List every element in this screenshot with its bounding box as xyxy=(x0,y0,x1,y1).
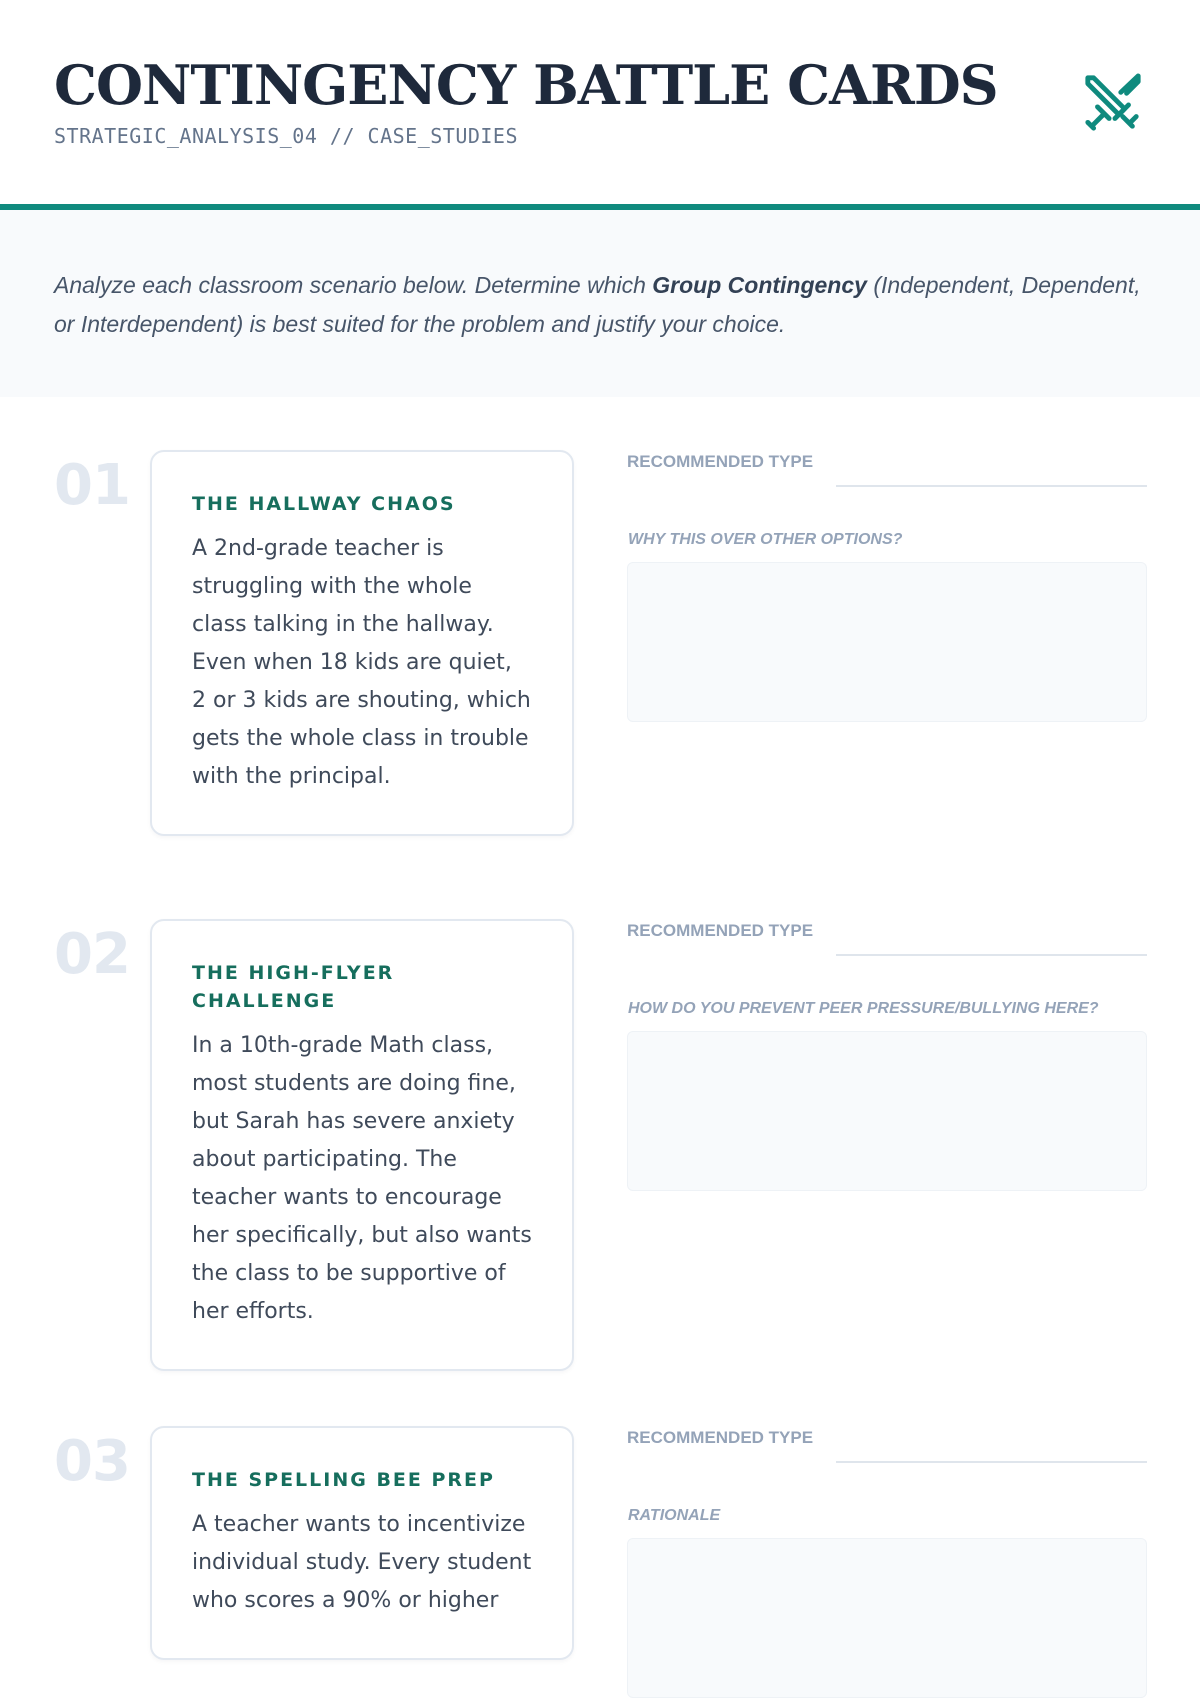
recommended-type-label: RECOMMENDED TYPE xyxy=(627,452,814,471)
scenario-text: A teacher wants to incentivize individual study. Every student who scores a 90% or higher xyxy=(192,1512,532,1613)
page-header xyxy=(0,0,1200,210)
peer-pressure-prompt: HOW DO YOU PREVENT PEER PRESSURE/BULLYING HERE? xyxy=(628,1000,1099,1017)
instructions-text xyxy=(54,266,1154,344)
instructions-panel xyxy=(0,210,1200,397)
page-subtitle: STRATEGIC_ANALYSIS_04 // CASE_STUDIES xyxy=(54,124,519,148)
scenario-title: THE SPELLING BEE PREP xyxy=(192,1469,495,1491)
recommended-type-label: RECOMMENDED TYPE xyxy=(627,921,814,940)
scenario-text: A 2nd-grade teacher is struggling with the whole class talking in the hallway. Even when 18 kids are quiet, 2 or 3 kids are shouting, which gets the whole class in trouble with the principal. xyxy=(192,536,531,789)
case-number: 01 xyxy=(54,453,130,518)
case-number: 02 xyxy=(54,922,130,987)
recommended-type-input[interactable] xyxy=(836,1461,1147,1463)
case-number: 03 xyxy=(54,1429,130,1494)
justification-prompt: WHY THIS OVER OTHER OPTIONS? xyxy=(628,531,903,548)
justification-answer-box[interactable] xyxy=(627,562,1147,722)
rationale-answer-box[interactable] xyxy=(627,1538,1147,1698)
instructions-text-start: Analyze each classroom scenario below. Determine which xyxy=(54,272,653,298)
recommended-type-label: RECOMMENDED TYPE xyxy=(627,1428,814,1447)
scenario-card xyxy=(150,1426,574,1660)
recommended-type-input[interactable] xyxy=(836,954,1147,956)
scenario-card xyxy=(150,919,574,1371)
recommended-type-input[interactable] xyxy=(836,485,1147,487)
peer-pressure-answer-box[interactable] xyxy=(627,1031,1147,1191)
rationale-prompt: RATIONALE xyxy=(628,1507,721,1524)
scenario-card xyxy=(150,450,574,836)
crossed-swords-icon xyxy=(1082,72,1144,134)
scenario-title: THE HALLWAY CHAOS xyxy=(192,493,456,515)
instructions-text-end: (Independent, Dependent, or Interdependent) is best suited for the problem and justify your choice. xyxy=(54,272,1141,337)
scenario-title: THE HIGH-FLYER CHALLENGE xyxy=(192,962,395,1012)
instructions-emphasis: Group Contingency xyxy=(652,272,867,298)
scenario-text: In a 10th-grade Math class, most students are doing fine, but Sarah has severe anxiety about participating. The teacher wants to encourage her specifically, but also wants the class to be supportive of her efforts. xyxy=(192,1033,532,1324)
page-title: CONTINGENCY BATTLE CARDS xyxy=(54,53,998,117)
